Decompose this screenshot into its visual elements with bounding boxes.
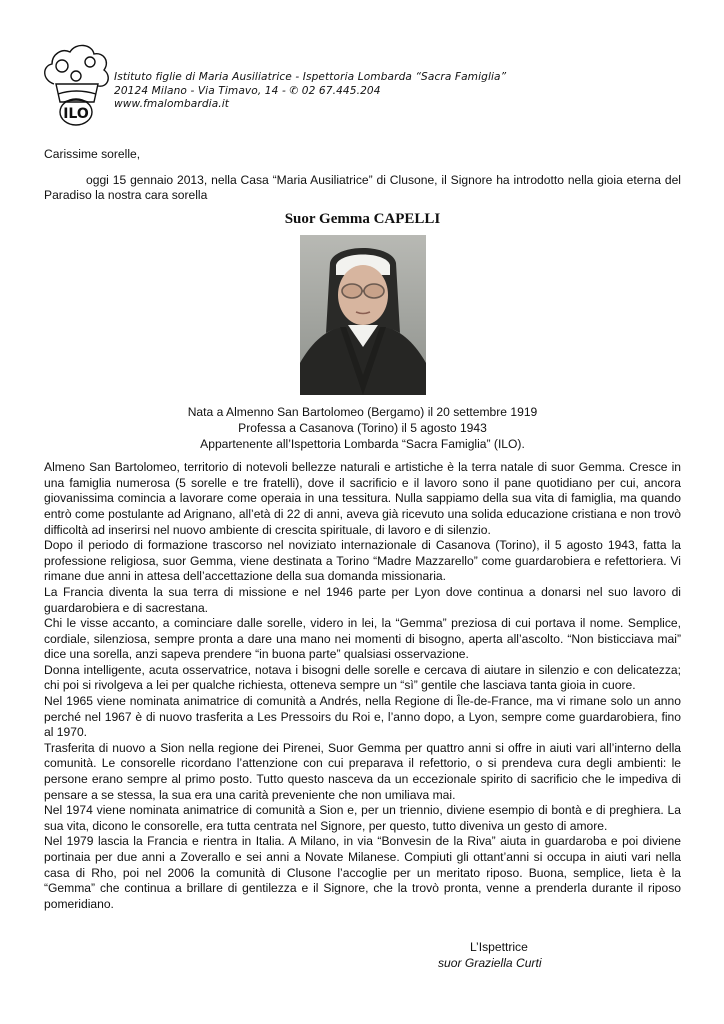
- ilo-logo-icon: [40, 40, 112, 128]
- letter-body: [44, 147, 681, 912]
- paragraph: Donna intelligente, acuta osservatrice, notava i bisogni delle sorelle e cercava di aiutare in silenzio e con delicatezza; chi poi si rivolgeva a lei per qualche richiesta, otteneva sempre un “sì” gentile che lasciava tanta gioia in cuore.: [44, 662, 681, 693]
- birth-fact: Nata a Almenno San Bartolomeo (Bergamo) il 20 settembre 1919: [187, 405, 538, 420]
- letterhead-line-institute: Istituto figlie di Maria Ausiliatrice - Ispettoria Lombarda “Sacra Famiglia”: [114, 71, 507, 83]
- paragraph: Trasferita di nuovo a Sion nella regione dei Pirenei, Suor Gemma per quattro anni si offre in aiuti vari all’interno della comunità. Le consorelle ricordano l’attenzione con cui preparava il refettorio, o si prendeva cura degli ambienti: le persone erano sempre al primo posto. Tutto questo nasceva da un eccezionale spirito di sacrificio che le impediva di pensare a se stessa, la sua era una carità preveniente che non umiliava mai.: [44, 740, 681, 802]
- svg-text:ILO: ILO: [63, 106, 89, 122]
- letterhead-line-website: www.fmalombardia.it: [114, 98, 230, 111]
- signature-block: [438, 940, 542, 971]
- signature-name: suor Graziella Curti: [438, 955, 542, 970]
- paragraph: Nel 1965 viene nominata animatrice di comunità a Andrés, nella Regione di Île-de-France, ma vi rimane solo un anno perché nel 1967 è di nuovo trasferita a Les Pressoirs du Roi e, l’anno dopo, a Lyon, sempre come guardarobiera, fino al 1970.: [44, 694, 681, 740]
- biographical-facts: [44, 405, 681, 452]
- paragraph: La Francia diventa la sua terra di missione e nel 1946 parte per Lyon dove continua a donarsi nel suo lavoro di guardarobiera e di sacrestana.: [44, 584, 681, 615]
- paragraph: Nel 1979 lascia la Francia e rientra in Italia. A Milano, in via “Bonvesin de la Riva” aiuta in guardaroba e poi diviene portinaia per due anni a Zoverallo e sei anni a Novate Milanese. Compiuti gli ottant’anni si occupa in aiuti vari nella casa di Rho, poi nel 2006 la comunità di Clusone l’accoglie per un meritato riposo. Buona, semplice, lieta è la “Gemma” che continua a brillare di gentilezza e il Signore, che la trovò pronta, venne a prenderla durante il riposo pomeridiano.: [44, 834, 681, 911]
- province-fact: Appartenente all’Ispettoria Lombarda “Sacra Famiglia” (ILO).: [200, 436, 525, 451]
- paragraph: Dopo il periodo di formazione trascorso nel noviziato internazionale di Casanova (Torino), il 5 agosto 1943, fatta la professione religiosa, suor Gemma, viene destinata a Torino “Madre Mazzarello” come guardarobiera e refettoriera. Vi rimane due anni in attesa dell’accettazione della sua domanda missionaria.: [44, 538, 681, 584]
- paragraph: Chi le visse accanto, a cominciare dalle sorelle, videro in lei, la “Gemma” preziosa di cui portava il nome. Semplice, cordiale, silenziosa, sempre pronta a dare una mano nei momenti di bisogno, aperta all’ascolto. “Non bisticciava mai” dice una sorella, anzi sapeva prendere “in buona parte” qualsiasi osservazione.: [44, 616, 681, 662]
- portrait-photo: [300, 235, 426, 395]
- portrait-photo-icon: [300, 235, 426, 395]
- letterhead: [40, 40, 680, 130]
- signature-title: L’Ispettrice: [470, 940, 528, 954]
- paragraph: Nel 1974 viene nominata animatrice di comunità a Sion e, per un triennio, diviene esempio di bontà e di preghiera. La sua vita, dicono le consorelle, era tutta centrata nel Signore, per questo, tutto diveniva un gesto di amore.: [44, 803, 681, 833]
- paragraph: Almeno San Bartolomeo, territorio di notevoli bellezze naturali e artistiche è la terra natale di suor Gemma. Cresce in una famiglia numerosa (5 sorelle e tre fratelli), dove il sacrificio e il lavoro sono il pane quotidiano per cui, ancora giovanissima comincia a lavorare come operaia in una tessitura. Nulla sappiamo della sua vita di famiglia, ma quando entrò come postulante ad Arignano, all’età di 22 di anni, aveva già ricevuto una solida educazione cristiana e non trovò difficoltà ad inserirsi nel nuovo ambiente di crescita spirituale, di lavoro e di silenzio.: [44, 460, 681, 537]
- profession-fact: Professa a Casanova (Torino) il 5 agosto 1943: [238, 420, 487, 435]
- deceased-name: Suor Gemma CAPELLI: [284, 210, 441, 227]
- intro-paragraph: oggi 15 gennaio 2013, nella Casa “Maria Ausiliatrice” di Clusone, il Signore ha introdotto nella gioia eterna del Paradiso la nostra cara sorella: [44, 172, 681, 203]
- salutation: Carissime sorelle,: [44, 147, 141, 161]
- letterhead-line-address: 20124 Milano - Via Timavo, 14 - ✆ 02 67.445.204: [114, 84, 381, 97]
- biography: [44, 460, 681, 912]
